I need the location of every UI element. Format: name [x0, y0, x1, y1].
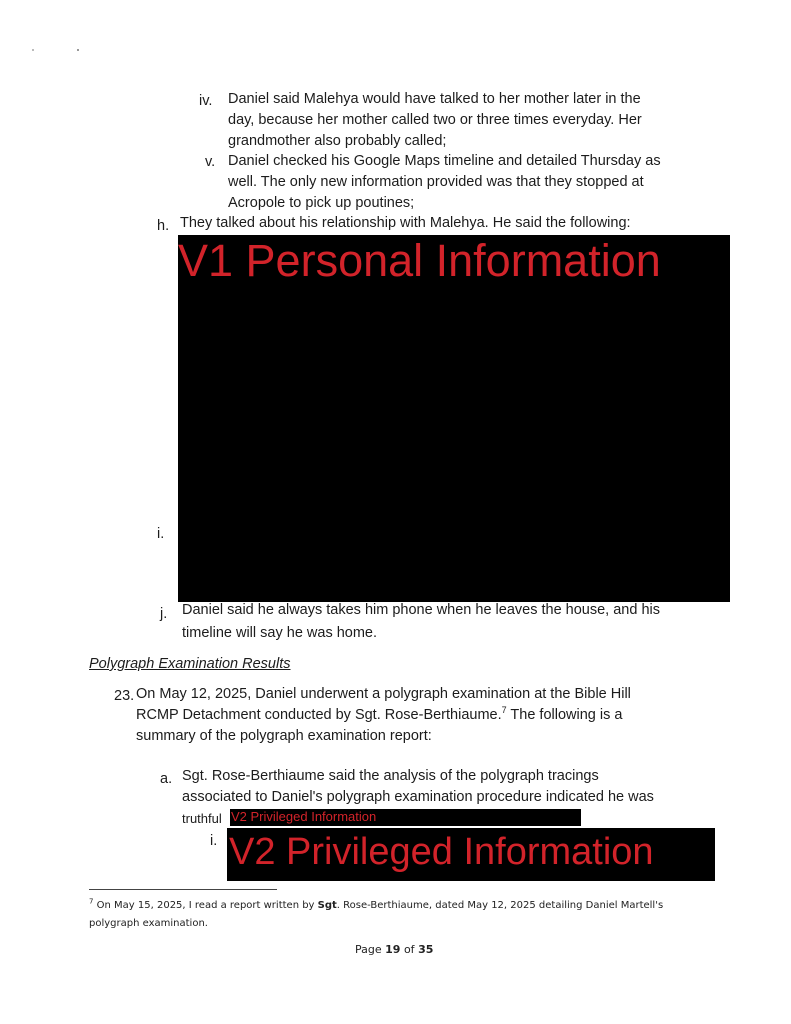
- footnote-text-bold: Sgt: [317, 900, 337, 911]
- item-v-marker: v.: [205, 154, 216, 170]
- sub-a-marker: a.: [160, 771, 173, 787]
- item-iv-line-1: Daniel said Malehya would have talked to her mother later in the: [228, 91, 641, 107]
- para-23-line-3: summary of the polygraph examination report:: [136, 728, 432, 744]
- section-heading: Polygraph Examination Results: [89, 656, 291, 672]
- redaction-label-v1: V1 Personal Information: [178, 235, 661, 286]
- item-iv-line-2: day, because her mother called two or three times everyday. Her: [228, 112, 642, 128]
- sub-a-line-1: Sgt. Rose-Berthiaume said the analysis of the polygraph tracings: [182, 768, 599, 784]
- item-h-marker: h.: [157, 218, 170, 234]
- item-i-marker: i.: [157, 526, 165, 542]
- item-v-line-2: well. The only new information provided was that they stopped at: [228, 174, 644, 190]
- page-middle: of: [400, 943, 419, 956]
- scan-speck: [77, 49, 79, 51]
- sub-a-line-2: associated to Daniel's polygraph examination procedure indicated he was: [182, 789, 654, 805]
- sub-a-line-3: truthful: [182, 811, 222, 826]
- item-j-line-2: timeline will say he was home.: [182, 625, 378, 641]
- para-23-line-2-text: RCMP Detachment conducted by Sgt. Rose-Berthiaume.: [136, 707, 502, 723]
- redaction-label-v2-inline: V2 Privileged Information: [231, 809, 377, 824]
- page-number: [355, 942, 433, 958]
- page-total: 35: [418, 943, 434, 956]
- para-23-number: 23.: [114, 688, 135, 704]
- item-j-marker: j.: [160, 606, 168, 622]
- item-iv-marker: iv.: [199, 93, 213, 109]
- para-23-line-2: [136, 705, 622, 726]
- para-23-line-2-tail: The following is a: [506, 707, 623, 723]
- item-h-text: They talked about his relationship with Malehya. He said the following:: [180, 215, 631, 231]
- item-iv-line-3: grandmother also probably called;: [228, 133, 447, 149]
- para-23-line-1: On May 12, 2025, Daniel underwent a polygraph examination at the Bible Hill: [136, 686, 631, 702]
- sub-a-i-marker: i.: [210, 833, 218, 849]
- page-current: 19: [385, 943, 401, 956]
- footnote: [89, 897, 663, 914]
- page-prefix: Page: [355, 943, 386, 956]
- footnote-separator: [89, 889, 277, 890]
- footnote-ref: 7: [501, 705, 507, 716]
- redaction-label-v2-block: V2 Privileged Information: [229, 831, 654, 873]
- footnote-number: 7: [89, 897, 94, 906]
- item-v-line-1: Daniel checked his Google Maps timeline and detailed Thursday as: [228, 153, 661, 169]
- item-j-line-1: Daniel said he always takes him phone when he leaves the house, and his: [182, 602, 660, 618]
- footnote-text-a: On May 15, 2025, I read a report written by: [93, 900, 318, 911]
- footnote-text-b: . Rose-Berthiaume, dated May 12, 2025 detailing Daniel Martell's: [336, 900, 664, 911]
- redaction-inline-v2: [230, 809, 581, 826]
- footnote-line-2: polygraph examination.: [89, 918, 208, 929]
- scan-speck: [32, 49, 34, 51]
- redaction-block-v2: [227, 828, 715, 881]
- redaction-block-v1: [178, 235, 730, 602]
- item-v-line-3: Acropole to pick up poutines;: [228, 195, 415, 211]
